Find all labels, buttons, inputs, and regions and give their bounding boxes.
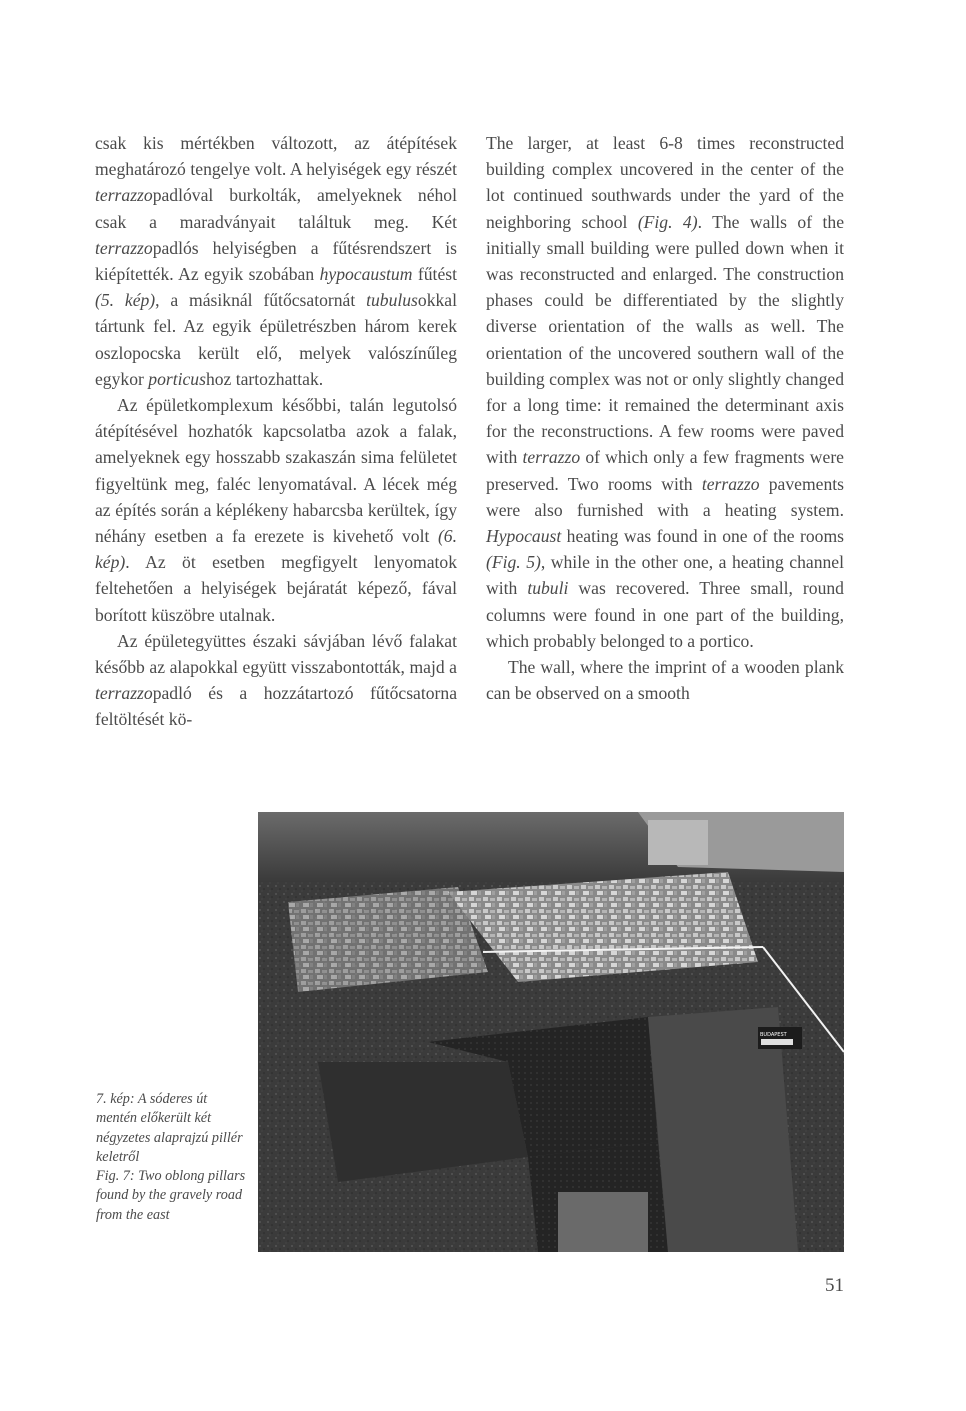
- paragraph: Az épületegyüttes északi sávjában lévő falakat később az alapokkal együtt visszabontották, majd a terrazzopadló és a hozzátartozó fűtőcsatorna feltöltését kö-: [95, 630, 457, 730]
- paragraph: csak kis mértékben változott, az átépítések meghatározó tengelye volt. A helyiségek egy részét terrazzopadlóval burkolták, amelyeknek néhol csak a maradványait találtuk meg. Két terrazzopadlós helyiségben a fűtésrendszert is kiépítették. Az egyik szobában hypocaustum fűtést (5. kép), a másiknál fűtőcsatornát tubulusokkal tártunk fel. Az egyik épületrészben három kerek oszlopocska került elő, melyek valószínűleg egykor porticushoz tartozhattak.: [95, 133, 457, 389]
- hungarian-text-column: [95, 130, 457, 733]
- paragraph: The wall, where the imprint of a wooden plank can be observed on a smooth: [486, 657, 844, 704]
- page-number: 51: [825, 1275, 844, 1296]
- paragraph: The larger, at least 6-8 times reconstructed building complex uncovered in the center of the lot continued southwards under the yard of the neighboring school (Fig. 4). The walls of the initially small building were pulled down when it was reconstructed and enlarged. The construction phases could be differentiated by the slightly diverse orientation of the walls as well. The orientation of the uncovered southern wall of the building complex was not or only slightly changed for a long time: it remained the determinant axis for the reconstructions. A few rooms were paved with terrazzo of which only a few fragments were preserved. Two rooms with terrazzo pavements were also furnished with a heating system. Hypocaust heating was found in one of the rooms (Fig. 5), while in the other one, a heating channel with tubuli was recovered. Three small, round columns were found in one part of the building, which probably belonged to a portico.: [486, 133, 845, 651]
- caption-hungarian: 7. kép: A sóderes út mentén előkerült két négyzetes alaprajzú pillér keletről: [96, 1091, 243, 1165]
- caption-english: Fig. 7: Two oblong pillars found by the gravely road from the east: [96, 1168, 246, 1223]
- figure-caption: [96, 1090, 246, 1225]
- svg-text:BUDAPEST: BUDAPEST: [760, 1032, 787, 1038]
- paragraph: Az épületkomplexum későbbi, talán legutolsó átépítésével hozhatók kapcsolatba azok a falak, amelyeknek egy hosszabb szakaszán sima felületet figyeltünk meg, faléc lenyomatával. A lécek még az építés során a képlékeny habarcsba kerültek, így néhány esetben a fa erezete is kivehető volt (6. kép). Az öt esetben megfigyelt lenyomatok feltehetően a helyiségek bejáratát képező, fával borított küszöbre utalnak.: [95, 395, 457, 625]
- english-text-column: [486, 130, 844, 706]
- excavation-photo: [258, 812, 844, 1252]
